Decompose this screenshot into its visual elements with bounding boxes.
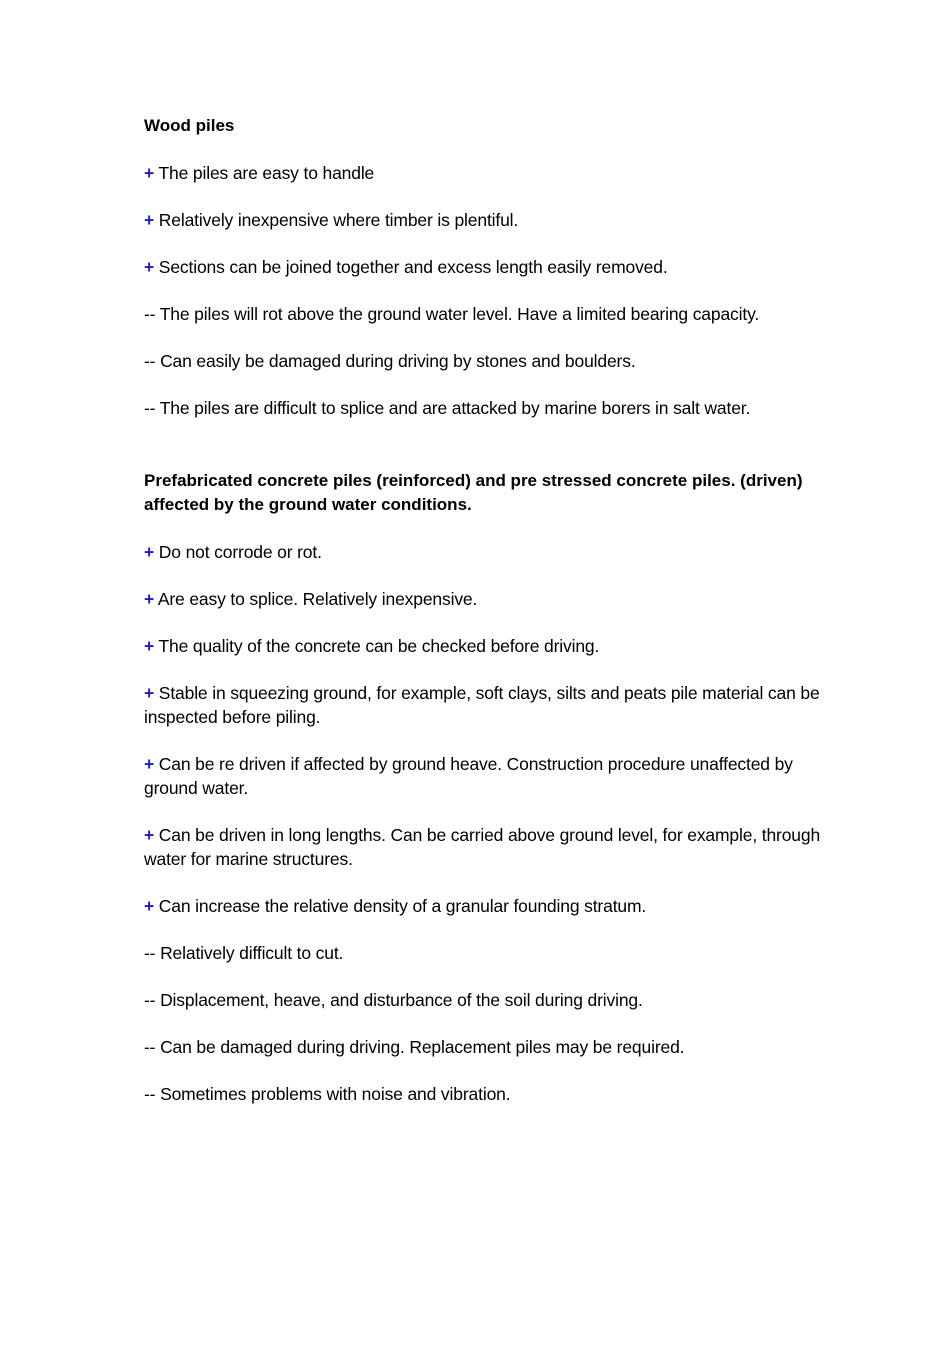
plus-marker: +: [144, 210, 155, 230]
item-text: Are easy to splice. Relatively inexpensive.: [154, 589, 478, 609]
plus-marker: +: [144, 257, 155, 277]
minus-marker: --: [144, 398, 156, 418]
list-item: [144, 941, 824, 965]
list-item: [144, 540, 824, 564]
list-item: [144, 752, 824, 800]
item-text: Displacement, heave, and disturbance of the soil during driving.: [155, 990, 643, 1010]
list-item: [144, 161, 824, 185]
list-item: [144, 634, 824, 658]
plus-marker: +: [144, 825, 155, 845]
item-text: The piles will rot above the ground water level. Have a limited bearing capacity.: [155, 304, 760, 324]
section-concrete-piles: [144, 469, 824, 1106]
list-item: [144, 396, 824, 420]
plus-marker: +: [144, 896, 155, 916]
item-text: The piles are difficult to splice and are attacked by marine borers in salt water.: [155, 398, 751, 418]
section-heading: Prefabricated concrete piles (reinforced) and pre stressed concrete piles. (driven) affected by the ground water conditions.: [144, 471, 803, 514]
minus-marker: --: [144, 351, 156, 371]
list-item: [144, 255, 824, 279]
list-item: [144, 681, 824, 729]
list-item: [144, 1035, 824, 1059]
item-text: Sometimes problems with noise and vibration.: [155, 1084, 511, 1104]
minus-marker: --: [144, 304, 156, 324]
item-text: Relatively difficult to cut.: [155, 943, 344, 963]
plus-marker: +: [144, 163, 155, 183]
plus-marker: +: [144, 542, 155, 562]
minus-marker: --: [144, 1084, 156, 1104]
item-text: Stable in squeezing ground, for example, soft clays, silts and peats pile material can be inspected before piling.: [144, 683, 820, 727]
list-item: [144, 988, 824, 1012]
item-text: Relatively inexpensive where timber is plentiful.: [154, 210, 519, 230]
item-text: Can increase the relative density of a granular founding stratum.: [154, 896, 647, 916]
item-text: The quality of the concrete can be checked before driving.: [154, 636, 600, 656]
plus-marker: +: [144, 683, 155, 703]
plus-marker: +: [144, 754, 155, 774]
item-text: The piles are easy to handle: [154, 163, 375, 183]
minus-marker: --: [144, 1037, 156, 1057]
list-item: [144, 302, 824, 326]
item-text: Do not corrode or rot.: [154, 542, 322, 562]
document-page: [144, 114, 824, 1106]
item-text: Can be driven in long lengths. Can be carried above ground level, for example, through water for marine structures.: [144, 825, 821, 869]
plus-marker: +: [144, 636, 155, 656]
list-item: [144, 587, 824, 611]
item-text: Can be re driven if affected by ground heave. Construction procedure unaffected by ground water.: [144, 754, 793, 798]
minus-marker: --: [144, 943, 156, 963]
list-item: [144, 894, 824, 918]
section-heading: Wood piles: [144, 116, 235, 135]
plus-marker: +: [144, 589, 155, 609]
list-item: [144, 349, 824, 373]
minus-marker: --: [144, 990, 156, 1010]
list-item: [144, 823, 824, 871]
list-item: [144, 208, 824, 232]
item-text: Sections can be joined together and excess length easily removed.: [154, 257, 668, 277]
item-text: Can be damaged during driving. Replacement piles may be required.: [155, 1037, 685, 1057]
list-item: [144, 1082, 824, 1106]
section-wood-piles: [144, 114, 824, 420]
item-text: Can easily be damaged during driving by stones and boulders.: [155, 351, 636, 371]
